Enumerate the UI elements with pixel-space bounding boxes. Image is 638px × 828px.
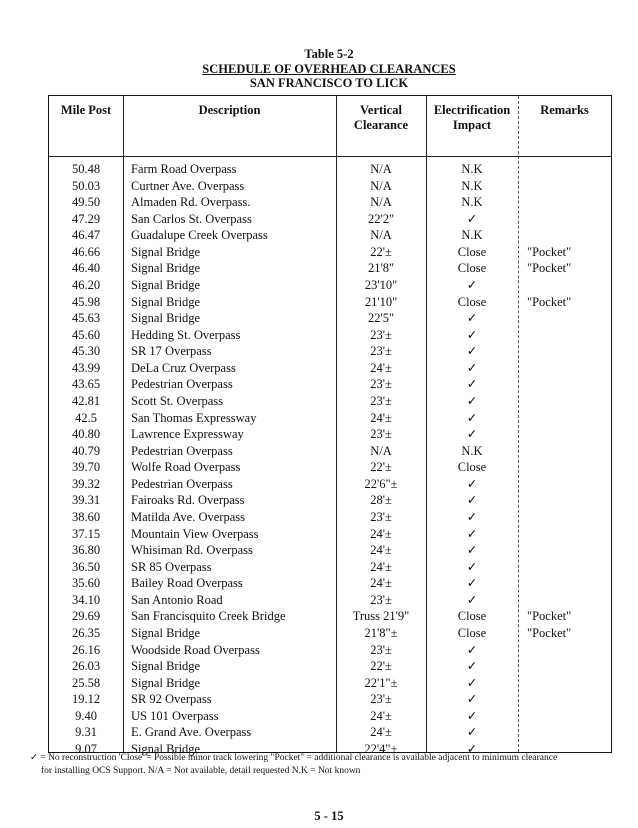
mile-post-cell: 38.60 xyxy=(71,509,101,524)
vertical-clearance-cell: 24'± xyxy=(370,559,392,574)
mile-post-cell: 39.70 xyxy=(71,460,101,475)
vertical-clearance-cell: 23'± xyxy=(370,509,392,524)
description-cell: Fairoaks Rd. Overpass xyxy=(131,493,245,508)
mile-post-cell: 39.32 xyxy=(71,476,101,491)
description-cell: Signal Bridge xyxy=(131,261,201,276)
vertical-clearance-cell: 22'1"± xyxy=(364,675,398,690)
vertical-clearance-cell: N/A xyxy=(370,162,392,176)
electrification-impact-cell: ✓ xyxy=(466,476,478,491)
vertical-clearance-cell: 21'8"± xyxy=(364,625,398,640)
remarks-cell: "Pocket" xyxy=(527,294,572,309)
header-divider xyxy=(49,156,611,157)
electrification-impact-cell: ✓ xyxy=(466,211,478,226)
legend-line-1: ✓ = No reconstruction 'Close' = Possible minor track lowering "Pocket" = additional clearance is available adjacent to minimum clearance xyxy=(30,753,558,763)
vertical-clearance-cell: 23'± xyxy=(370,692,392,707)
remarks-cell: "Pocket" xyxy=(527,244,572,259)
table-row xyxy=(0,443,638,459)
vertical-clearance-cell: 24'± xyxy=(370,410,392,425)
mile-post-cell: 9.31 xyxy=(75,725,97,740)
remarks-cell: "Pocket" xyxy=(527,609,572,624)
header-vertical-clearance-line1: Vertical xyxy=(360,103,402,117)
electrification-impact-cell: ✓ xyxy=(466,692,478,707)
description-cell: Signal Bridge xyxy=(131,277,201,292)
description-cell: Signal Bridge xyxy=(131,244,201,259)
mile-post-cell: 45.63 xyxy=(71,311,101,326)
vertical-clearance-cell: 22'± xyxy=(370,244,392,259)
electrification-impact-cell: ✓ xyxy=(466,327,478,342)
mile-post-cell: 40.80 xyxy=(71,427,101,442)
table-row xyxy=(0,509,638,525)
table-row xyxy=(0,658,638,674)
mile-post-cell: 36.50 xyxy=(71,559,101,574)
table-row xyxy=(0,310,638,326)
header-electrification-impact-line2: Impact xyxy=(452,118,492,132)
legend-line-2: for installing OCS Support. N/A = Not available, detail requested N.K = Not known xyxy=(41,766,361,776)
electrification-impact-cell: ✓ xyxy=(466,708,478,723)
electrification-impact-cell: Close xyxy=(457,625,487,640)
description-cell: US 101 Overpass xyxy=(131,708,219,723)
vertical-clearance-cell: 23'10" xyxy=(364,277,398,292)
vertical-clearance-cell: 22'± xyxy=(370,460,392,475)
mile-post-cell: 26.03 xyxy=(71,659,101,674)
description-cell: Matilda Ave. Overpass xyxy=(131,509,245,524)
mile-post-cell: 37.15 xyxy=(71,526,101,541)
mile-post-cell: 43.65 xyxy=(71,377,101,392)
description-cell: Mountain View Overpass xyxy=(131,526,259,541)
table-row xyxy=(0,410,638,426)
vertical-clearance-cell: 24'± xyxy=(370,360,392,375)
vertical-clearance-cell: 24'± xyxy=(370,526,392,541)
table-row xyxy=(0,691,638,707)
electrification-impact-cell: ✓ xyxy=(466,725,478,740)
vertical-clearance-cell: N/A xyxy=(370,178,392,193)
electrification-impact-cell: N.K xyxy=(461,178,483,193)
electrification-impact-cell: ✓ xyxy=(466,576,478,591)
electrification-impact-cell: ✓ xyxy=(466,675,478,690)
vertical-clearance-cell: 23'± xyxy=(370,393,392,408)
vertical-clearance-cell: 23'± xyxy=(370,592,392,607)
mile-post-cell: 45.98 xyxy=(71,294,101,309)
description-cell: Whisiman Rd. Overpass xyxy=(131,543,253,558)
mile-post-cell: 26.16 xyxy=(71,642,101,657)
electrification-impact-cell: ✓ xyxy=(466,509,478,524)
electrification-impact-cell: ✓ xyxy=(466,493,478,508)
description-cell: Woodside Road Overpass xyxy=(131,642,260,657)
mile-post-cell: 43.99 xyxy=(71,360,101,375)
description-cell: Signal Bridge xyxy=(131,311,201,326)
mile-post-cell: 26.35 xyxy=(71,625,101,640)
table-row xyxy=(0,642,638,658)
table-row xyxy=(0,559,638,575)
remarks-cell: "Pocket" xyxy=(527,625,572,640)
table-row xyxy=(0,675,638,691)
vertical-clearance-cell: 23'± xyxy=(370,377,392,392)
mile-post-cell: 34.10 xyxy=(71,592,101,607)
mile-post-cell: 25.58 xyxy=(71,675,101,690)
mile-post-cell: 50.03 xyxy=(71,178,101,193)
description-cell: Signal Bridge xyxy=(131,675,201,690)
table-row xyxy=(0,426,638,442)
table-row xyxy=(0,211,638,227)
mile-post-cell: 35.60 xyxy=(71,576,101,591)
description-cell: San Francisquito Creek Bridge xyxy=(131,609,286,624)
header-vertical-clearance xyxy=(336,103,426,133)
header-electrification-impact-line1: Electrification xyxy=(433,103,511,117)
table-row xyxy=(0,526,638,542)
mile-post-cell: 9.07 xyxy=(75,741,97,756)
mile-post-cell: 29.69 xyxy=(71,609,101,624)
mile-post-cell: 49.50 xyxy=(71,195,101,210)
header-remarks: Remarks xyxy=(540,103,589,117)
vertical-clearance-cell: N/A xyxy=(370,228,392,243)
description-cell: Pedestrian Overpass xyxy=(131,476,233,491)
header-description: Description xyxy=(198,103,261,117)
electrification-impact-cell: ✓ xyxy=(466,277,478,292)
vertical-clearance-cell: 22'6"± xyxy=(364,476,398,491)
vertical-clearance-cell: 23'± xyxy=(370,344,392,359)
electrification-impact-cell: Close xyxy=(457,244,487,259)
description-cell: Pedestrian Overpass xyxy=(131,443,233,458)
electrification-impact-cell: ✓ xyxy=(466,543,478,558)
description-cell: Signal Bridge xyxy=(131,741,201,756)
page-number: 5 - 15 xyxy=(314,809,344,823)
vertical-clearance-cell: N/A xyxy=(370,195,392,210)
vertical-clearance-cell: 21'8" xyxy=(367,261,395,276)
description-cell: San Antonio Road xyxy=(131,592,223,607)
mile-post-cell: 45.30 xyxy=(71,344,101,359)
vertical-clearance-cell: 23'± xyxy=(370,427,392,442)
description-cell: Signal Bridge xyxy=(131,659,201,674)
mile-post-cell: 19.12 xyxy=(71,692,101,707)
table-row xyxy=(0,393,638,409)
vertical-clearance-cell: 22'± xyxy=(370,659,392,674)
mile-post-cell: 46.66 xyxy=(71,244,101,259)
description-cell: SR 92 Overpass xyxy=(131,692,212,707)
table-row xyxy=(0,260,638,276)
table-row xyxy=(0,492,638,508)
table-row xyxy=(0,542,638,558)
description-cell: DeLa Cruz Overpass xyxy=(131,360,236,375)
electrification-impact-cell: ✓ xyxy=(466,393,478,408)
mile-post-cell: 46.40 xyxy=(71,261,101,276)
table-row xyxy=(0,244,638,260)
electrification-impact-cell: Close xyxy=(457,261,487,276)
table-row xyxy=(0,724,638,740)
mile-post-cell: 45.60 xyxy=(71,327,101,342)
mile-post-cell: 42.5 xyxy=(75,410,97,425)
electrification-impact-cell: ✓ xyxy=(466,360,478,375)
mile-post-cell: 40.79 xyxy=(71,443,101,458)
table-row xyxy=(0,277,638,293)
description-cell: Curtner Ave. Overpass xyxy=(131,178,245,193)
description-cell: Scott St. Overpass xyxy=(131,393,224,408)
description-cell: Lawrence Expressway xyxy=(131,427,244,442)
electrification-impact-cell: Close xyxy=(457,460,487,475)
description-cell: Hedding St. Overpass xyxy=(131,327,241,342)
table-row xyxy=(0,708,638,724)
electrification-impact-cell: N.K xyxy=(461,162,483,176)
mile-post-cell: 36.80 xyxy=(71,543,101,558)
description-cell: Wolfe Road Overpass xyxy=(131,460,241,475)
header-mile-post: Mile Post xyxy=(60,103,112,117)
mile-post-cell: 9.40 xyxy=(75,708,97,723)
electrification-impact-cell: Close xyxy=(457,294,487,309)
vertical-clearance-cell: 24'± xyxy=(370,708,392,723)
mile-post-cell: 47.29 xyxy=(71,211,101,226)
table-row xyxy=(0,459,638,475)
table-number: Table 5-2 xyxy=(304,47,354,61)
table-subtitle: SAN FRANCISCO TO LICK xyxy=(249,76,409,90)
electrification-impact-cell: ✓ xyxy=(466,344,478,359)
electrification-impact-cell: ✓ xyxy=(466,559,478,574)
electrification-impact-cell: N.K xyxy=(461,228,483,243)
mile-post-cell: 42.81 xyxy=(71,393,101,408)
vertical-clearance-cell: 22'5" xyxy=(367,311,395,326)
description-cell: Farm Road Overpass xyxy=(131,162,237,176)
electrification-impact-cell: ✓ xyxy=(466,592,478,607)
header-vertical-clearance-line2: Clearance xyxy=(353,118,409,132)
electrification-impact-cell: ✓ xyxy=(466,410,478,425)
table-row xyxy=(0,294,638,310)
description-cell: Guadalupe Creek Overpass xyxy=(131,228,268,243)
vertical-clearance-cell: 21'10" xyxy=(364,294,398,309)
table-row xyxy=(0,227,638,243)
electrification-impact-cell: ✓ xyxy=(466,526,478,541)
vertical-clearance-cell: 23'± xyxy=(370,642,392,657)
mile-post-cell: 50.48 xyxy=(71,162,101,176)
table-row xyxy=(0,327,638,343)
table-row xyxy=(0,608,638,624)
remarks-cell: "Pocket" xyxy=(527,261,572,276)
vertical-clearance-cell: 22'4"+ xyxy=(364,741,398,756)
electrification-impact-cell: N.K xyxy=(461,195,483,210)
description-cell: SR 17 Overpass xyxy=(131,344,212,359)
electrification-impact-cell: ✓ xyxy=(466,377,478,392)
electrification-impact-cell: N.K xyxy=(461,443,483,458)
vertical-clearance-cell: N/A xyxy=(370,443,392,458)
vertical-clearance-cell: 22'2" xyxy=(367,211,395,226)
description-cell: Pedestrian Overpass xyxy=(131,377,233,392)
vertical-clearance-cell: 24'± xyxy=(370,725,392,740)
description-cell: Signal Bridge xyxy=(131,294,201,309)
table-row xyxy=(0,178,638,194)
electrification-impact-cell: ✓ xyxy=(466,427,478,442)
description-cell: Almaden Rd. Overpass. xyxy=(131,195,251,210)
description-cell: Bailey Road Overpass xyxy=(131,576,243,591)
table-row xyxy=(0,161,638,177)
table-title: SCHEDULE OF OVERHEAD CLEARANCES xyxy=(202,62,456,76)
table-row xyxy=(0,360,638,376)
description-cell: San Thomas Expressway xyxy=(131,410,257,425)
mile-post-cell: 46.47 xyxy=(71,228,101,243)
electrification-impact-cell: Close xyxy=(457,609,487,624)
table-row xyxy=(0,343,638,359)
electrification-impact-cell: ✓ xyxy=(466,642,478,657)
electrification-impact-cell: ✓ xyxy=(466,659,478,674)
vertical-clearance-cell: 24'± xyxy=(370,543,392,558)
vertical-clearance-cell: Truss 21'9" xyxy=(352,609,410,624)
header-electrification-impact xyxy=(426,103,518,133)
description-cell: Signal Bridge xyxy=(131,625,201,640)
table-row xyxy=(0,625,638,641)
table-row xyxy=(0,194,638,210)
vertical-clearance-cell: 23'± xyxy=(370,327,392,342)
electrification-impact-cell: ✓ xyxy=(466,741,478,756)
table-row xyxy=(0,376,638,392)
vertical-clearance-cell: 24'± xyxy=(370,576,392,591)
description-cell: E. Grand Ave. Overpass xyxy=(131,725,252,740)
mile-post-cell: 39.31 xyxy=(71,493,101,508)
table-row xyxy=(0,575,638,591)
table-row xyxy=(0,592,638,608)
vertical-clearance-cell: 28'± xyxy=(370,493,392,508)
description-cell: San Carlos St. Overpass xyxy=(131,211,252,226)
description-cell: SR 85 Overpass xyxy=(131,559,212,574)
table-row xyxy=(0,476,638,492)
electrification-impact-cell: ✓ xyxy=(466,311,478,326)
mile-post-cell: 46.20 xyxy=(71,277,101,292)
